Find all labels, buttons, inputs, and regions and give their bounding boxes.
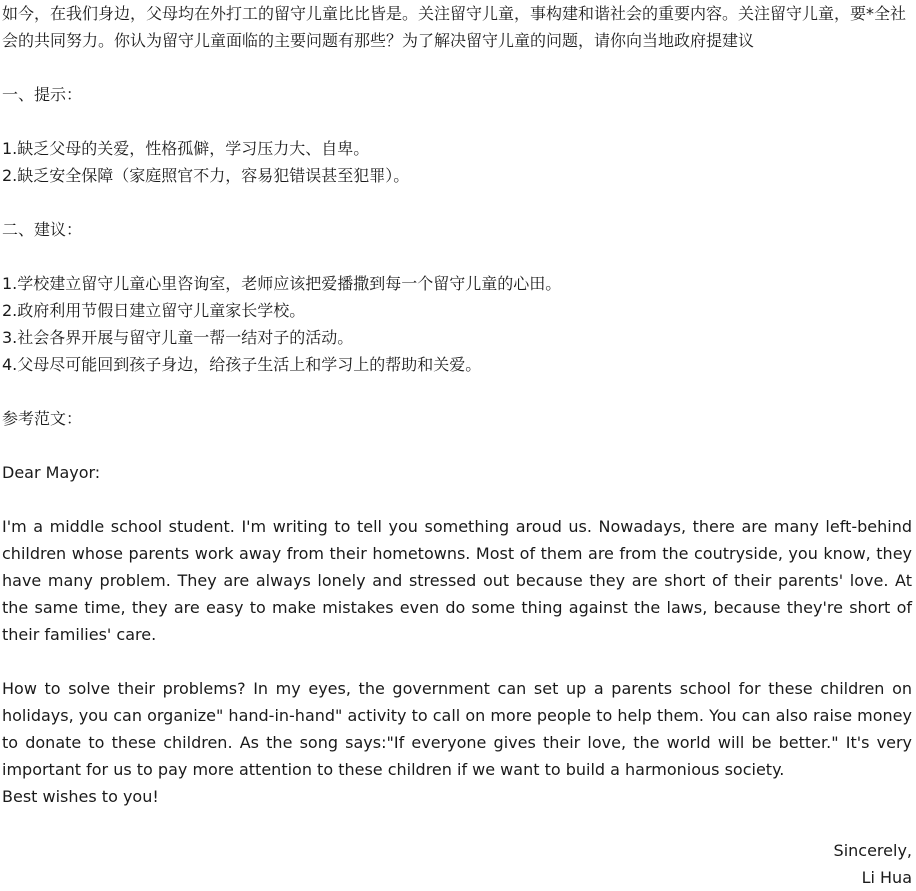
hint-item: 2.缺乏安全保障（家庭照官不力，容易犯错误甚至犯罪）。 [2,166,410,185]
letter-salutation: Dear Mayor: [2,463,101,482]
blank-line [2,486,912,513]
suggestion-item: 4.父母尽可能回到孩子身边，给孩子生活上和学习上的帮助和关爱。 [2,355,482,374]
suggestion-item: 2.政府利用节假日建立留守儿童家长学校。 [2,301,306,320]
hint-item: 1.缺乏父母的关爱，性格孤僻，学习压力大、自卑。 [2,139,370,158]
hints-heading: 一、提示： [2,85,83,104]
blank-line [2,189,912,216]
letter-wishes: Best wishes to you! [2,787,159,806]
blank-line [2,432,912,459]
blank-line [2,108,912,135]
blank-line [2,648,912,675]
letter-paragraph-1: I'm a middle school student. I'm writing to tell you something aroud us. Nowadays, there are many left-behind children whose parents work away from their hometowns. Most of them are from the coutryside, you know, they have many problem. They are always lonely and stressed out because they are short of their parents' love. At the same time, they are easy to make mistakes even do some thing against the laws, because they're short of their families' care. [2,517,912,644]
sample-heading: 参考范文： [2,409,83,428]
suggestion-item: 3.社会各界开展与留守儿童一帮一结对子的活动。 [2,328,354,347]
letter-paragraph-2: How to solve their problems? In my eyes, the government can set up a parents school for these children on holidays, you can organize" hand-in-hand" activity to call on more people to help them. You can also raise money to donate to these children. As the song says:"If everyone gives their love, the world will be better." It's very important for us to pay more attention to these children if we want to build a harmonious society. [2,679,912,779]
suggestion-item: 1.学校建立留守儿童心里咨询室，老师应该把爱播撒到每一个留守儿童的心田。 [2,274,562,293]
letter-signature: Li Hua [861,868,912,887]
blank-line [2,54,912,81]
blank-line [2,243,912,270]
letter-closing: Sincerely, [833,841,912,860]
blank-line [2,810,912,837]
blank-line [2,378,912,405]
intro-paragraph: 如今，在我们身边，父母均在外打工的留守儿童比比皆是。关注留守儿童，事构建和谐社会的重要内容。关注留守儿童，要*全社会的共同努力。你认为留守儿童面临的主要问题有那些？为了解决留守儿童的问题，请你向当地政府提建议 [2,4,907,50]
suggestions-heading: 二、建议： [2,220,83,239]
